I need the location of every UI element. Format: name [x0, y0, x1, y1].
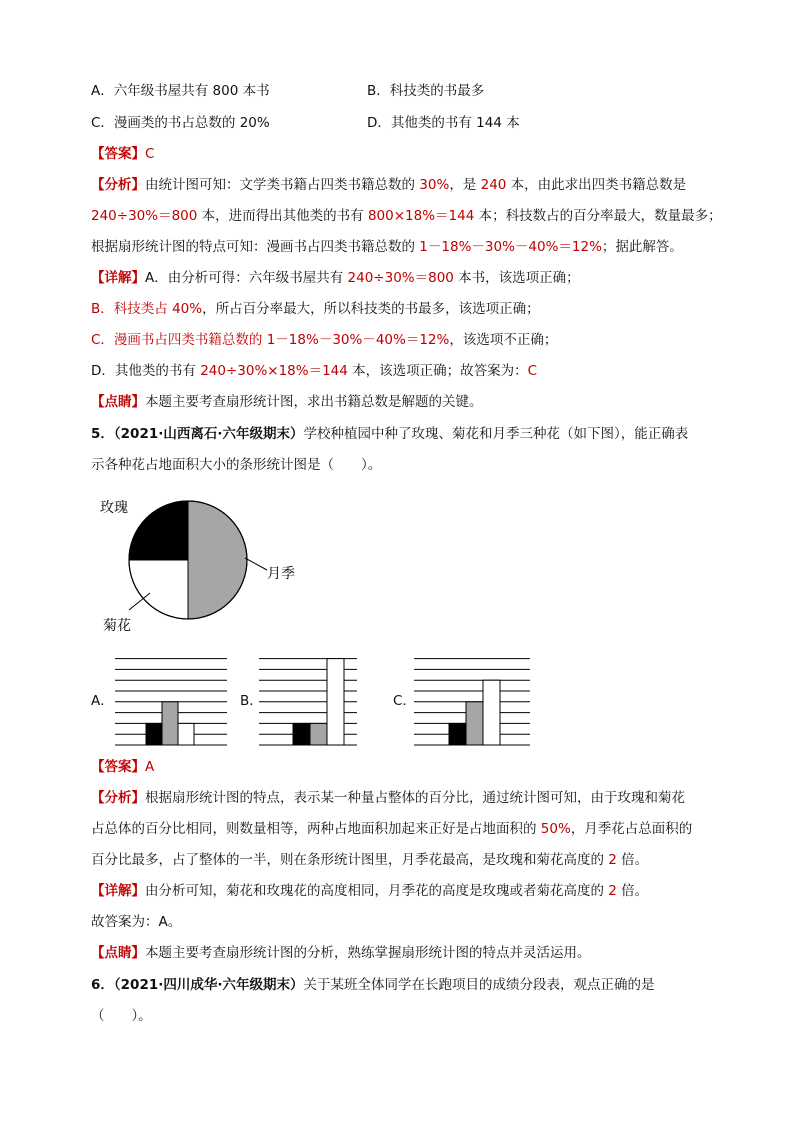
text: ；据此解答。 [601, 239, 683, 255]
text: 240÷30%＝800 [347, 270, 454, 286]
bar-月季 [327, 659, 344, 745]
question-source: （2021·山西离石·六年级期末） [113, 426, 304, 442]
bar-玫瑰 [449, 723, 466, 745]
text: 30% [419, 177, 450, 193]
moon-leader-line [245, 558, 267, 570]
text: 240÷30%＝800 [91, 208, 198, 224]
pie-label-moon: 月季 [267, 566, 295, 582]
text: 本，进而得出其他类的书有 [197, 208, 368, 224]
q4-option-b: B．科技类的书最多 [367, 83, 485, 99]
text: 240÷30%×18%＝144 [200, 363, 348, 379]
detail-tag: 【详解】 [91, 883, 145, 899]
text: C．漫画书占四类书籍总数的 [91, 332, 267, 348]
text: ，月季花占总面积的 [570, 821, 693, 837]
q4-option-d: D．其他类的书有 144 本 [367, 115, 520, 131]
bar-option-c-label: C． [393, 693, 416, 709]
q4-detail-line-3 [91, 330, 557, 350]
q6-stem-line-2: （ ）。 [91, 1008, 152, 1024]
answer-value: C [145, 146, 155, 162]
bar-月季 [162, 702, 178, 745]
q4-detail-line-1 [91, 268, 580, 288]
text: ，该选项不正确； [449, 332, 558, 348]
q4-analysis-line-2 [91, 206, 722, 226]
comment-tag: 【点睛】 [91, 394, 145, 410]
bar-月季 [483, 680, 500, 745]
q5-comment [91, 943, 591, 963]
bar-菊花 [178, 723, 194, 745]
q5-detail-line-2: 故答案为：A。 [91, 914, 182, 930]
q4-option-c: C．漫画类的书占总数的 20% [91, 115, 270, 131]
q5-pie-chart [95, 490, 305, 635]
answer-tag: 【答案】 [91, 759, 145, 775]
text: 1－18%－30%－40%＝12% [419, 239, 602, 255]
q4-option-a: A．六年级书屋共有 800 本书 [91, 83, 270, 99]
text: ，是 [449, 177, 481, 193]
text: 关于某班全体同学在长跑项目的成绩分段表，观点正确的是 [303, 977, 655, 993]
q5-analysis-line-3 [91, 850, 648, 870]
text: 由分析可知，菊花和玫瑰花的高度相同，月季花的高度是玫瑰或者菊花高度的 [145, 883, 609, 899]
text: D．其他类的书有 [91, 363, 201, 379]
bar-菊花 [466, 702, 483, 745]
text: 占总体的百分比相同，则数量相等，两种占地面积加起来正好是占地面积的 [91, 821, 541, 837]
analysis-tag: 【分析】 [91, 790, 145, 806]
bar-option-b-label: B． [240, 693, 263, 709]
analysis-tag: 【分析】 [91, 177, 145, 193]
comment-tag: 【点睛】 [91, 945, 145, 961]
pie-label-chrys: 菊花 [103, 618, 131, 634]
text: ，所占百分率最大，所以科技类的书最多，该选项正确； [202, 301, 540, 317]
text: 由统计图可知：文学类书籍占四类书籍总数的 [145, 177, 420, 193]
text: 本，由此求出四类书籍总数是 [506, 177, 687, 193]
q5-analysis-line-2 [91, 819, 692, 839]
q5-stem-line-1 [91, 424, 688, 444]
text: C [527, 363, 538, 379]
text: 240 [480, 177, 507, 193]
q5-answer [91, 757, 154, 777]
detail-tag: 【详解】 [91, 270, 145, 286]
text: 1－18%－30%－40%＝12% [266, 332, 450, 348]
q4-analysis-line-3 [91, 237, 683, 257]
question-number: 6． [91, 977, 114, 993]
q5-analysis-line-1 [91, 788, 685, 808]
bar-玫瑰 [293, 723, 310, 745]
text: 根据扇形统计图的特点，表示某一种量占整体的百分比，通过统计图可知，由于玫瑰和菊花 [145, 790, 685, 806]
text: B．科技类占 [91, 301, 173, 317]
text: 本书，该选项正确； [453, 270, 580, 286]
bar-chart-c [414, 648, 532, 750]
text: 800×18%＝144 [367, 208, 475, 224]
pie-label-rose: 玫瑰 [100, 500, 128, 516]
text: 学校种植园中种了玫瑰、菊花和月季三种花（如下图），能正确表 [303, 426, 689, 442]
pie-slice-chrys [129, 560, 188, 619]
bar-菊花 [310, 723, 327, 745]
text: 2 [608, 852, 617, 868]
bar-option-a-label: A． [91, 693, 114, 709]
q4-detail-line-4 [91, 361, 537, 381]
answer-value: A [145, 759, 155, 775]
text: 2 [608, 883, 617, 899]
text: 倍。 [616, 883, 649, 899]
q5-detail-line-1 [91, 881, 648, 901]
pie-slice-rose [129, 501, 188, 560]
text: A．由分析可得：六年级书屋共有 [145, 270, 348, 286]
text: 本题主要考查扇形统计图，求出书籍总数是解题的关键。 [145, 394, 483, 410]
q6-stem-line-1 [91, 975, 655, 995]
text: 根据扇形统计图的特点可知：漫画书占四类书籍总数的 [91, 239, 420, 255]
text: 本，该选项正确；故答案为： [347, 363, 528, 379]
bar-chart-b [259, 648, 359, 750]
pie-slice-moon [188, 501, 247, 619]
question-number: 5． [91, 426, 114, 442]
q4-analysis-line-1 [91, 175, 686, 195]
q4-comment [91, 392, 483, 412]
bar-chart-a [115, 648, 230, 750]
text: 40% [172, 301, 203, 317]
q5-stem-line-2: 示各种花占地面积大小的条形统计图是（ ）。 [91, 457, 382, 473]
text: 本；科技数占的百分率最大，数量最多； [474, 208, 722, 224]
text: 百分比最多，占了整体的一半，则在条形统计图里，月季花最高，是玫瑰和菊花高度的 [91, 852, 609, 868]
answer-tag: 【答案】 [91, 146, 145, 162]
q4-answer [91, 144, 154, 164]
text: 本题主要考查扇形统计图的分析，熟练掌握扇形统计图的特点并灵活运用。 [145, 945, 591, 961]
question-source: （2021·四川成华·六年级期末） [113, 977, 304, 993]
text: 倍。 [616, 852, 649, 868]
q4-detail-line-2 [91, 299, 540, 319]
text: 50% [540, 821, 571, 837]
bar-玫瑰 [146, 723, 162, 745]
